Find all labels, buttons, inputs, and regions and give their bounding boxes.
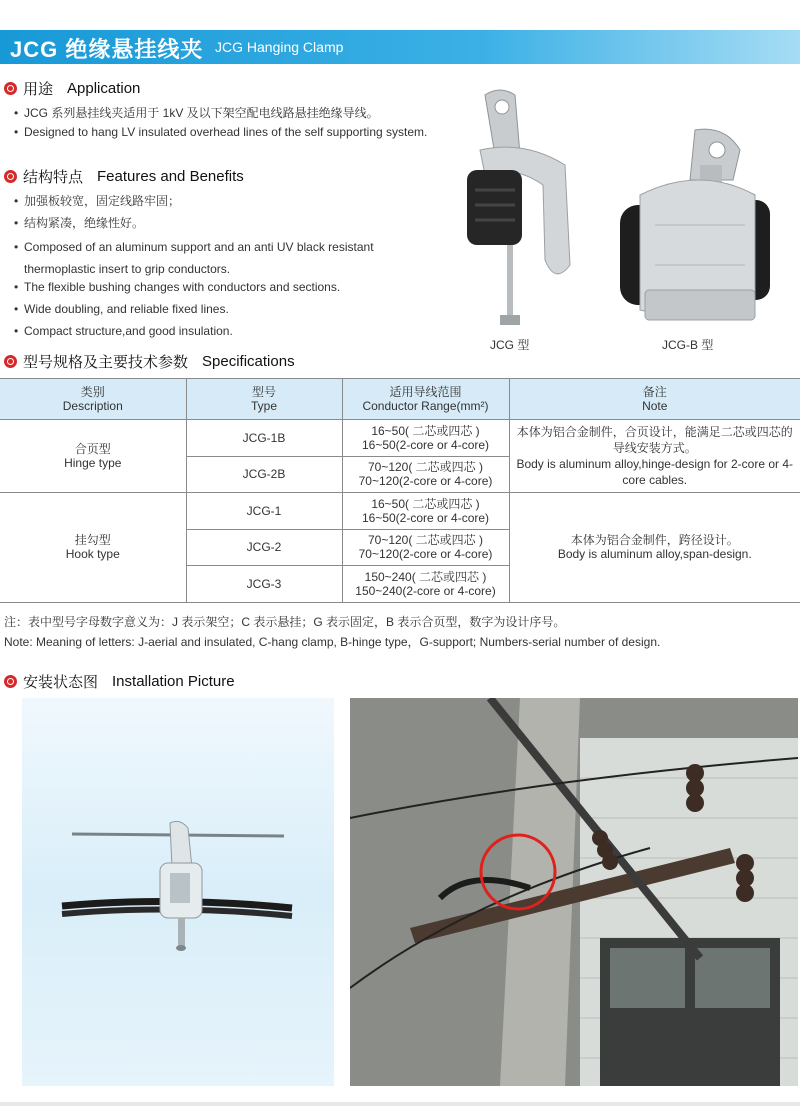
table-note-cn: 注：表中型号字母数字意义为：J 表示架空；C 表示悬挂；G 表示固定，B 表示合页型，数字为设计序号。 [4, 615, 566, 629]
utility-pole-scene [350, 698, 798, 1086]
specs-title-en: Specifications [202, 353, 295, 370]
page-title: JCG 绝缘悬挂线夹 [10, 37, 204, 62]
range-cell: 150~240( 二芯或四芯 ) 150~240(2-core or 4-core) [342, 566, 509, 603]
range-cell: 70~120( 二芯或四芯 ) 70~120(2-core or 4-core) [342, 456, 509, 493]
application-title-en: Application [67, 80, 141, 97]
product-label-jcg: JCG 型 [490, 338, 530, 352]
application-heading [4, 78, 140, 99]
jcg-hook-clamp-image [455, 85, 585, 330]
features-item: • Wide doubling, and reliable fixed lines. [24, 300, 444, 319]
features-item: • The flexible bushing changes with conductors and sections. [24, 278, 444, 297]
page-subtitle: JCG Hanging Clamp [215, 39, 344, 55]
header-description: 类别 Description [0, 379, 186, 420]
header-type: 型号 Type [186, 379, 342, 420]
hook-note-cell: 本体为铝合金制件，跨径设计。 Body is aluminum alloy,span-design. [509, 493, 800, 603]
range-cell: 70~120( 二芯或四芯 ) 70~120(2-core or 4-core) [342, 529, 509, 566]
features-item: • Composed of an aluminum support and an anti UV black resistant thermoplastic insert to grip conductors. [24, 236, 424, 280]
installation-photo-pole [350, 698, 798, 1086]
application-title-cn: 用途 [23, 81, 54, 98]
installation-title-en: Installation Picture [112, 673, 235, 690]
features-item: • Compact structure,and good insulation. [24, 322, 444, 341]
specs-heading [4, 351, 295, 372]
header-note: 备注 Note [509, 379, 800, 420]
installation-photo-clamp [22, 698, 334, 1086]
installation-title-cn: 安装状态图 [23, 674, 99, 691]
range-cell: 16~50( 二芯或四芯 ) 16~50(2-core or 4-core) [342, 493, 509, 530]
features-item: • 加强板较宽，固定线路牢固； [24, 192, 444, 211]
header-banner [0, 30, 800, 64]
hook-desc-cell: 挂勾型 Hook type [0, 493, 186, 603]
hinge-desc-cell: 合页型 Hinge type [0, 420, 186, 493]
features-heading [4, 166, 244, 187]
footer-divider [0, 1102, 800, 1106]
table-row [0, 420, 800, 457]
features-item: • 结构紧凑，绝缘性好。 [24, 214, 444, 233]
table-header-row [0, 379, 800, 420]
features-title-cn: 结构特点 [23, 169, 84, 186]
table-row [0, 493, 800, 530]
installation-heading [4, 671, 235, 692]
jcg-b-hinge-clamp-image [615, 125, 775, 330]
hinge-note-cell: 本体为铝合金制件，合页设计，能满足二芯或四芯的导线安装方式。 Body is aluminum alloy,hinge-design for 2-core or 4-core cables. [509, 420, 800, 493]
bullet-target-icon [4, 355, 17, 368]
range-cell: 16~50( 二芯或四芯 ) 16~50(2-core or 4-core) [342, 420, 509, 457]
application-item: • Designed to hang LV insulated overhead lines of the self supporting system. [24, 123, 434, 142]
table-note-en: Note: Meaning of letters: J-aerial and insulated, C-hang clamp, B-hinge type，G-support; Numbers-serial number of design. [4, 635, 661, 649]
type-cell: JCG-1B [186, 420, 342, 457]
features-title-en: Features and Benefits [97, 168, 244, 185]
bullet-target-icon [4, 170, 17, 183]
type-cell: JCG-2 [186, 529, 342, 566]
clamp-on-cable-illustration [22, 698, 334, 1086]
application-item: • JCG 系列悬挂线夹适用于 1kV 及以下架空配电线路悬挂绝缘导线。 [24, 104, 444, 123]
specs-table [0, 378, 800, 603]
bullet-target-icon [4, 82, 17, 95]
type-cell: JCG-2B [186, 456, 342, 493]
type-cell: JCG-3 [186, 566, 342, 603]
type-cell: JCG-1 [186, 493, 342, 530]
specs-title-cn: 型号规格及主要技术参数 [23, 354, 189, 371]
product-label-jcg-b: JCG-B 型 [662, 338, 714, 352]
header-range: 适用导线范围 Conductor Range(mm²) [342, 379, 509, 420]
bullet-target-icon [4, 675, 17, 688]
